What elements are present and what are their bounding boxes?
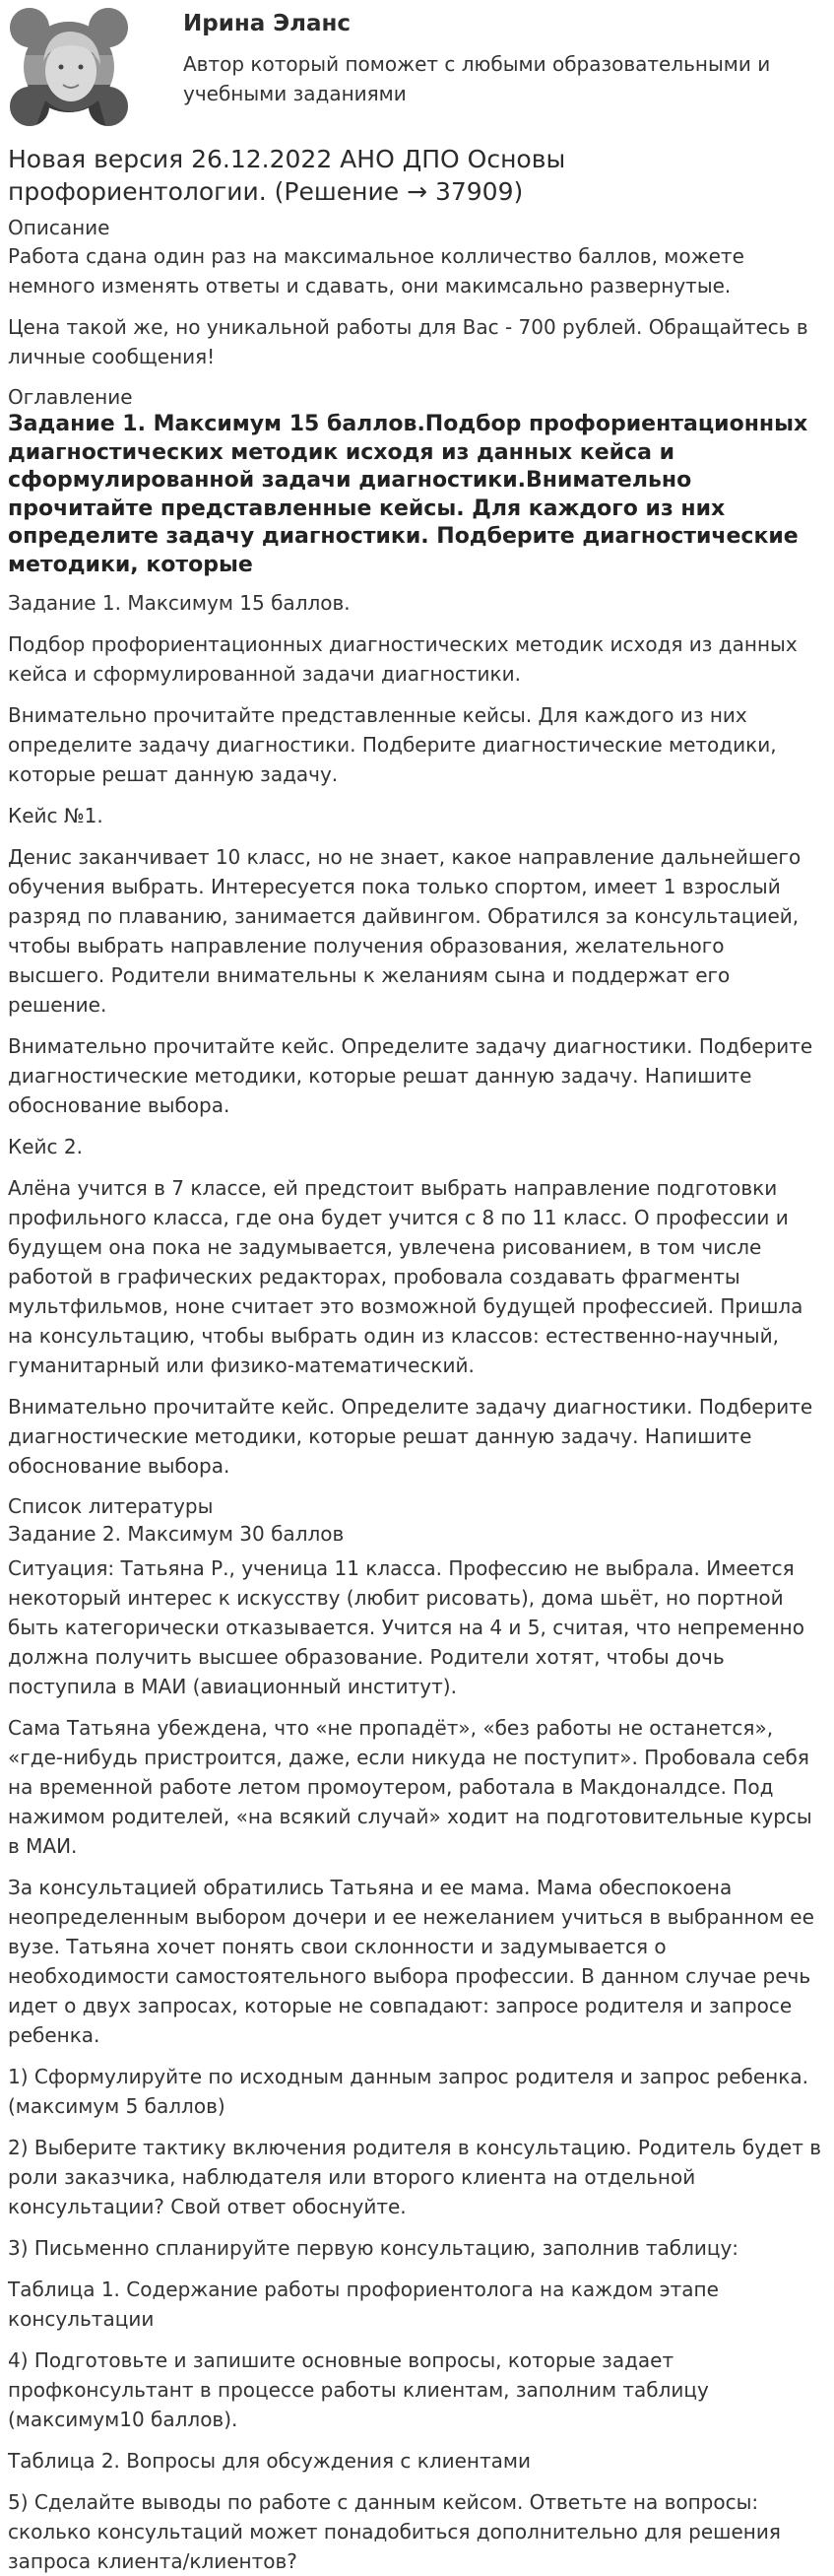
task2-paragraph: Таблица 1. Содержание работы профориентолога на каждом этапе консультации [8,2277,719,2331]
toc-label: Оглавление [8,385,133,409]
task2-paragraph: 4) Подготовьте и запишите основные вопросы, которые задает профконсультант в процессе работы клиентам, заполним таблицу (максимум10 баллов). [8,2347,709,2431]
avatar-photo-icon [8,6,130,128]
task2-paragraph: Ситуация: Татьяна Р., ученица 11 класса. Профессию не выбрала. Имеется некоторый интерес к искусству (любит рисовать), дома шьёт, но портной быть категорически отказывается. Учится на 4 и 5, считая, что непременно должна получить высшее образование. Родители хотят, чтобы дочь поступила в МАИ (авиационный институт). [8,1555,804,1698]
task2-paragraph: За консультацией обратились Татьяна и ее мама. Мама обеспокоена неопределенным выбором дочери и ее нежеланием учиться в выбранном ее вузе. Татьяна хочет понять свои склонности и задумывается о необходимости самостоятельного выбора профессии. В данном случае речь идет о двух запросах, которые не совпадают: запросе родителя и запросе ребенка. [8,1875,814,2047]
description-label: Описание [8,216,110,239]
task1-paragraph: Подбор профориентационных диагностических методик исходя из данных кейса и сформулированной задачи диагностики. [8,631,798,686]
author-card [8,0,826,134]
task1-paragraph: Внимательно прочитайте представленные кейсы. Для каждого из них определите задачу диагностики. Подберите диагностические методики, которые решат данную задачу. [8,702,777,786]
task1-paragraph: Денис заканчивает 10 класс, но не знает, какое направление дальнейшего обучения выбрать. Интересуется пока только спортом, имеет 1 взрослый разряд по плаванию, занимается дайвингом. Обратился за консультацией, чтобы выбрать направление получения образования, желательного высшего. Родители внимательны к желаниям сына и поддержат его решение. [8,844,802,1017]
author-name[interactable]: Ирина Эланс [183,11,352,36]
task2-paragraph: 1) Сформулируйте по исходным данным запрос родителя и запрос ребенка. (максимум 5 баллов) [8,2064,808,2118]
task1-paragraph: Кейс №1. [8,803,103,827]
literature-label: Список литературы [8,1493,214,1518]
author-description: Автор который поможет с любыми образовательными и учебными заданиями [183,52,771,106]
task2-paragraph: Сама Татьяна убеждена, что «не пропадёт», «без работы не останется», «где-нибудь пристроится, даже, если никуда не поступит». Пробовала себя на временной работе летом промоутером, работала в Макдоналдсе. Под нажимом родителей, «на всякий случай» ходит на подготовительные курсы в МАИ. [8,1715,812,1858]
page-title: Новая версия 26.12.2022 АНО ДПО Основы профориентологии. (Решение → 37909) [8,145,566,206]
task1-paragraph: Кейс 2. [8,1134,83,1158]
task1-paragraph: Внимательно прочитайте кейс. Определите задачу диагностики. Подберите диагностические методики, которые решат данную задачу. Напишите обоснование выбора. [8,1394,813,1478]
author-info [183,0,813,108]
task2-paragraph: 5) Сделайте выводы по работе с данным кейсом. Ответьте на вопросы: сколько консультаций может понадобиться дополнительно для решения запроса клиента/клиентов? [8,2489,781,2573]
task1-paragraph: Задание 1. Максимум 15 баллов. [8,590,351,615]
task2-paragraph: 3) Письменно спланируйте первую консультацию, заполнив таблицу: [8,2235,739,2260]
author-avatar[interactable] [8,6,130,128]
task2-paragraph: 2) Выберите тактику включения родителя в консультацию. Родитель будет в роли заказчика, наблюдателя или второго клиента на отдельной консультации? Свой ответ обоснуйте. [8,2135,822,2218]
task2-label: Задание 2. Максимум 30 баллов [8,1521,345,1546]
task1-paragraph: Внимательно прочитайте кейс. Определите задачу диагностики. Подберите диагностические методики, которые решат данную задачу. Напишите обоснование выбора. [8,1033,813,1117]
description-paragraph: Цена такой же, но уникальной работы для Вас - 700 рублей. Обращайтесь в личные сообщения! [8,315,808,368]
toc-heading: Задание 1. Максимум 15 баллов.Подбор профориентационных диагностических методик исходя из данных кейса и сформулированной задачи диагностики.Внимательно прочитайте представленные кейсы. Для каждого из них определите задачу диагностики. Подберите диагностические методики, которые [8,412,808,577]
task1-paragraph: Алёна учится в 7 классе, ей предстоит выбрать направление подготовки профильного класса, где она будет учится с 8 по 11 класс. О профессии и будущем она пока не задумывается, увлечена рисованием, в том числе работой в графических редакторах, пробовала создавать фрагменты мультфильмов, ноне считает это возможной будущей профессией. Пришла на консультацию, чтобы выбрать один из классов: естественно-научный, гуманитарный или физико-математический. [8,1175,803,1377]
description-paragraph: Работа сдана один раз на максимальное колличество баллов, можете немного изменять ответы и сдавать, они макимсально развернутые. [8,244,744,297]
task2-paragraph: Таблица 2. Вопросы для обсуждения с клиентами [8,2448,531,2473]
